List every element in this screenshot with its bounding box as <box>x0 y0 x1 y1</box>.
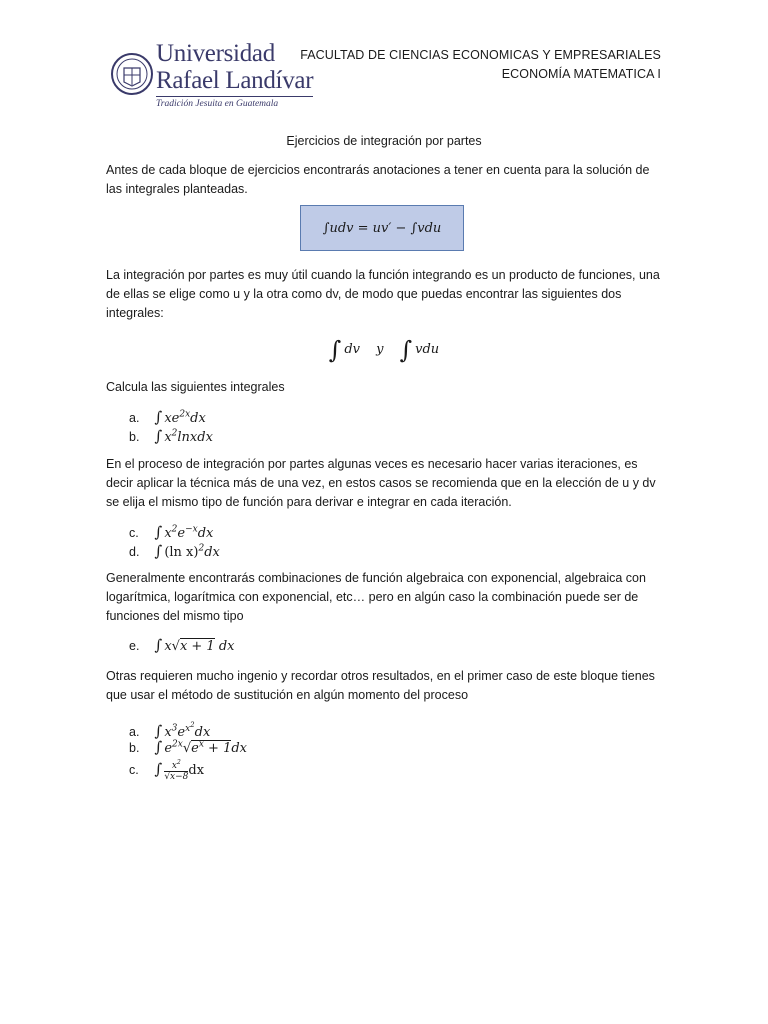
iterations-paragraph: En el proceso de integración por partes algunas veces es necesario hacer varias iteraciones, es decir aplicar la técnica más de una vez, en estos casos se recomienda que en la elección de u y dv se elija el mismo tipo de función para derivar e integrar en cada iteración. <box>106 457 656 509</box>
exercise-item <box>129 425 213 447</box>
parts-explanation-paragraph: La integración por partes es muy útil cuando la función integrando es un producto de funciones, una de ellas se elige como u y la otra como dv, de modo que puedas encontrar las siguientes dos integrales: <box>106 268 660 320</box>
university-name-line2: Rafael Landívar <box>156 67 314 94</box>
integrals-pair <box>0 336 768 364</box>
ingenuity-paragraph: Otras requieren mucho ingenio y recordar otros resultados, en el primer caso de este bloque tienes que usar el método de sustitución en algún momento del proceso <box>106 669 655 702</box>
exercise-expression: ∫ x√x + 1 dx <box>154 636 235 654</box>
university-logo <box>110 40 314 112</box>
integral-sign-icon: ∫ <box>328 336 342 364</box>
exercise-expression: ∫ $x^3e^{x^2}dx$ <box>154 721 211 741</box>
exercise-expression: ∫ $x^2lnxdx$ <box>154 427 213 446</box>
integral-sign-icon: ∫ <box>399 336 413 364</box>
exercise-label: b. <box>129 741 140 756</box>
exercise-expression: ∫ $xe^{2x}dx$ <box>154 408 206 427</box>
exercise-item <box>129 758 204 782</box>
university-tagline: Tradición Jesuita en Guatemala <box>156 96 313 110</box>
exercise-label: b. <box>129 430 140 445</box>
integral-connector: y <box>376 342 384 357</box>
faculty-name: FACULTAD DE CIENCIAS ECONOMICAS Y EMPRESARIALES <box>300 48 661 62</box>
integral-dv: dv <box>344 342 360 357</box>
exercise-item <box>129 540 220 562</box>
university-name-line1: Universidad <box>156 40 275 67</box>
university-seal-icon <box>110 44 156 104</box>
exercise-item <box>129 636 235 656</box>
exercise-label: c. <box>129 762 139 777</box>
exercise-label: a. <box>129 725 140 740</box>
exercise-expression: ∫ (ln x)$^2$dx <box>154 542 220 561</box>
formula-text: ∫udv = uv′ − ∫vdu <box>322 220 442 236</box>
course-name: ECONOMÍA MATEMATICA I <box>501 67 661 81</box>
exercise-label: e. <box>129 639 140 653</box>
calc-heading: Calcula las siguientes integrales <box>106 380 285 394</box>
faculty-header <box>300 46 661 84</box>
exercise-label: d. <box>129 545 140 560</box>
document-title: Ejercicios de integración por partes <box>286 134 482 148</box>
integral-vdu: vdu <box>415 342 440 357</box>
intro-paragraph: Antes de cada bloque de ejercicios encontrarás anotaciones a tener en cuenta para la solución de las integrales planteadas. <box>106 163 650 196</box>
integration-by-parts-formula <box>300 205 464 251</box>
exercise-expression: ∫ $x^2e^{-x}dx$ <box>154 523 214 542</box>
exercise-item <box>129 736 247 758</box>
exercise-expression: ∫ $e^{2x}√e^x + 1dx$ <box>154 738 247 757</box>
exercise-expression: ∫ $\frac{x^2}{√x-8}$ dx <box>154 759 205 782</box>
exercise-label: c. <box>129 526 139 541</box>
combinations-paragraph: Generalmente encontrarás combinaciones de función algebraica con exponencial, algebraica con logarítmica, logarítmica con exponencial, etc… pero en algún caso la combinación puede ser de funciones del mismo tipo <box>106 571 646 623</box>
exercise-label: a. <box>129 411 140 426</box>
